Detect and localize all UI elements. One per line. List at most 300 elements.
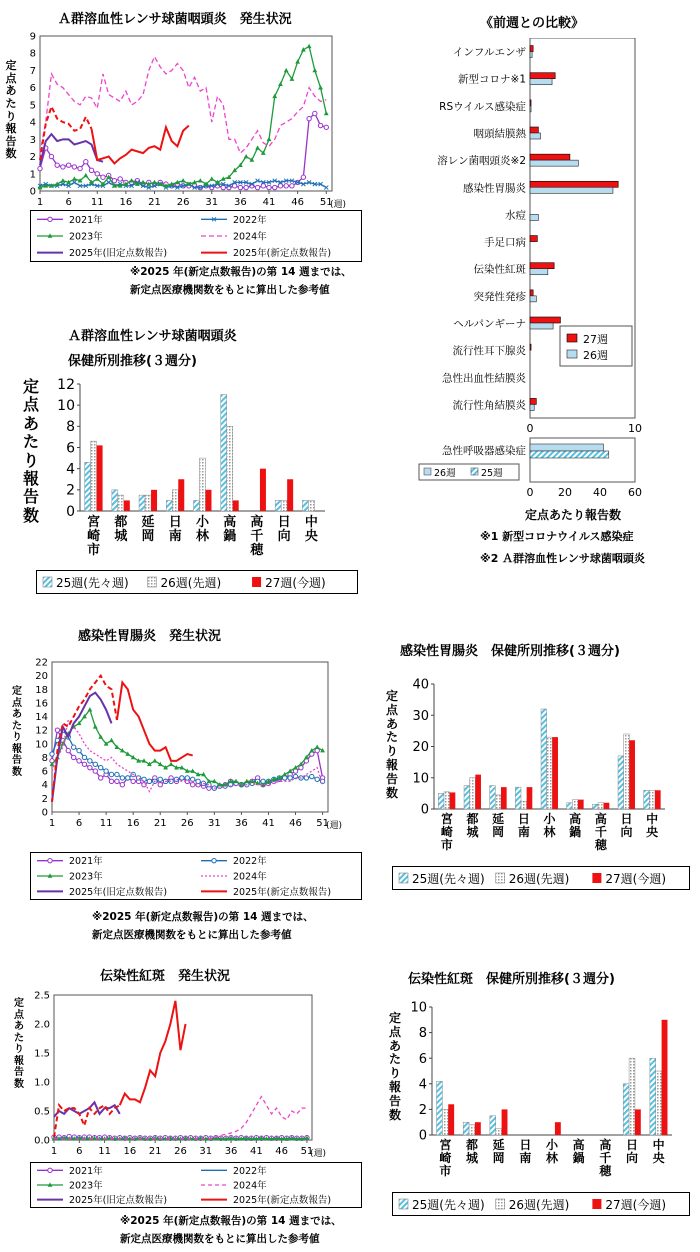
bar-w25-2 [464, 786, 470, 809]
y-tick-label: 12 [35, 725, 48, 737]
x-tick-label: 31 [207, 818, 221, 829]
bar-w27-8 [287, 479, 293, 511]
category-label: 伝染性紅斑 [473, 263, 526, 276]
point-y2022 [283, 776, 287, 780]
category-label: 林 [545, 1151, 559, 1165]
point-y2021 [301, 175, 305, 179]
point-y2021 [93, 769, 97, 773]
category-label: 岡 [492, 825, 505, 839]
y-tick-label: 3 [29, 134, 36, 146]
point-y2021 [78, 166, 82, 170]
gas-trend-title: Ａ群溶血性レンサ球菌咽頭炎 発生状況 [58, 12, 292, 27]
bar-w27-8 [530, 236, 537, 242]
bar-w26b-4 [530, 133, 541, 139]
point-y2023 [169, 762, 174, 766]
category-label: 都 [465, 1138, 479, 1152]
point-y2021 [290, 184, 294, 188]
point-y2023 [267, 137, 272, 141]
point-y2021 [89, 168, 93, 172]
category-label: 中 [304, 515, 318, 530]
bar-w25-9 [644, 790, 650, 809]
legend-label-y2024: 2024年 [233, 231, 267, 243]
category-label: 城 [465, 1151, 479, 1165]
legend-label-y2023: 2023年 [69, 871, 103, 883]
point-y2023 [312, 68, 317, 72]
category-label: 水痘 [505, 209, 526, 222]
category-label: 日 [620, 812, 633, 826]
legend-label-y2023: 2023年 [69, 231, 103, 243]
plot-frame [40, 36, 332, 191]
bar-w27-8 [635, 1109, 641, 1135]
category-label: 穂 [594, 838, 607, 852]
bar-w25-3 [490, 786, 496, 809]
x-tick-label: 41 [262, 197, 276, 208]
point-y2021 [318, 123, 322, 127]
y-tick-label: 18 [35, 684, 48, 696]
point-y2021 [315, 748, 319, 752]
x-tick-label: 16 [123, 1146, 137, 1157]
bar-w25-9 [650, 1058, 656, 1135]
bar-w27-1 [450, 792, 456, 809]
bar-w27-6 [233, 500, 239, 511]
cmp-legend-label-27: 27週 [583, 333, 608, 346]
bar-w25-1 [437, 1081, 443, 1135]
point-y2023 [198, 178, 203, 182]
bar-w25-2 [463, 1122, 469, 1135]
category-label: 急性出血性結膜炎 [442, 372, 526, 385]
y-tick-label: 8 [41, 752, 48, 764]
point-y2022 [82, 755, 86, 759]
point-y2022 [288, 776, 292, 780]
point-y2021 [101, 175, 105, 179]
category-label: 鍋 [569, 825, 582, 839]
note-line-2: 新定点医療機関数をもとに算出した参考値 [130, 284, 330, 296]
y-tick-label: 10 [57, 398, 75, 415]
comparison-notes [480, 526, 645, 570]
bar-w27-2 [475, 775, 481, 809]
category-label: インフルエンザ [452, 46, 526, 59]
point-y2023 [152, 758, 157, 762]
bar-w27-1 [448, 1104, 454, 1135]
bar-w27-2 [124, 500, 130, 511]
point-y2021 [267, 185, 271, 189]
bar-w25-7 [592, 804, 598, 809]
bar-w26b-7 [530, 214, 538, 220]
bar-w25-3 [139, 495, 145, 511]
x-tick-label: 11 [99, 818, 113, 829]
point-y2023 [284, 68, 289, 72]
bar-w26-9 [308, 500, 314, 511]
category-label: 南 [519, 1151, 532, 1165]
category-label: 日 [277, 515, 291, 530]
point-y2021 [313, 111, 317, 115]
category-label: 高 [572, 1138, 585, 1152]
x-tick-label: 1 [50, 1146, 58, 1157]
point-y2021 [112, 178, 116, 182]
y-tick-label: 12 [57, 376, 75, 393]
y-tick-label: 6 [66, 440, 75, 457]
point-y2022 [120, 776, 124, 780]
point-y2023 [141, 180, 146, 184]
point-y2022 [180, 776, 184, 780]
bar-w27-3 [151, 490, 157, 511]
ery-hc-title: 伝染性紅斑 保健所別推移(３週分) [408, 972, 615, 987]
x-tick-label: 11 [90, 197, 104, 208]
y-tick-label: 9 [29, 31, 36, 43]
bar-w26-2 [470, 778, 476, 809]
bar-ari25 [530, 451, 609, 458]
y-tick-label: 0 [29, 186, 36, 198]
legend-swatch-w26 [496, 873, 505, 883]
x-tick-label: 31 [205, 197, 219, 208]
y-tick-label: 6 [418, 1051, 427, 1067]
note-line-1: ※2025 年(新定点数報告)の第 14 週までは、 [130, 266, 352, 278]
x-tick-label: 41 [262, 818, 275, 829]
ery-trend-note [120, 1212, 342, 1248]
y-tick-label: 2 [66, 482, 75, 499]
ari-legend-label-25: 25週 [481, 468, 503, 479]
x-axis-unit: (週) [309, 1149, 327, 1159]
ery-trend-ylabel: 定点あたり報告数 [14, 998, 24, 1090]
category-label: 宮 [87, 515, 101, 530]
x-tick-label: 21 [148, 197, 161, 208]
legend-swatch-w25 [399, 873, 408, 883]
ari-legend-label-26: 26週 [434, 468, 456, 479]
gas-hc-title [68, 325, 237, 369]
point-y2021 [49, 154, 53, 158]
bar-w27-2 [475, 1122, 481, 1135]
x-tick-label: 26 [180, 818, 194, 829]
category-label: 高 [599, 1138, 612, 1152]
series-line-y2023 [40, 46, 326, 187]
legend-label-y2022: 2022年 [233, 1165, 267, 1177]
category-label: 感染性胃腸炎 [463, 182, 526, 195]
y-tick-label: 20 [35, 671, 48, 683]
category-label: 日 [519, 1138, 532, 1152]
legend-label-new2025: 2025年(新定点数報告) [233, 886, 332, 898]
gas-trend-note [130, 263, 352, 299]
category-label: 向 [620, 825, 633, 839]
category-label: 崎 [87, 529, 101, 544]
point-y2023 [318, 85, 323, 89]
category-label: 流行性耳下腺炎 [452, 345, 526, 358]
x-tick-label: 51 [316, 818, 329, 829]
legend-label-w26: 26週(先週) [508, 872, 570, 886]
gas-trend-chart [20, 28, 360, 208]
x-tick-label: 6 [75, 818, 83, 829]
point-y2022 [104, 769, 108, 773]
legend-label-w25: 25週(先々週) [412, 872, 485, 886]
x-tick-label: 16 [126, 818, 140, 829]
category-label: 市 [439, 1164, 452, 1178]
point-y2021 [244, 185, 248, 189]
category-label: 高 [569, 812, 582, 826]
category-label: 中 [646, 812, 659, 826]
legend-marker-y2021 [48, 217, 52, 221]
category-label: ヘルパンギーナ [453, 318, 526, 330]
bar-w26-1 [442, 1109, 448, 1135]
point-y2022 [115, 772, 119, 776]
series-line-new2025 [120, 1001, 186, 1105]
category-label: RSウイルス感染症 [439, 100, 526, 113]
point-y2021 [255, 185, 259, 189]
legend-marker-y2021 [48, 1168, 52, 1172]
bar-w26-8 [629, 1058, 635, 1135]
category-label: 小 [543, 812, 556, 826]
ari-chart [415, 436, 685, 498]
category-label: 崎 [440, 825, 453, 839]
category-label: 小 [545, 1138, 559, 1152]
point-y2021 [307, 116, 311, 120]
bar-w25-2 [112, 490, 118, 511]
category-label: 日 [517, 812, 530, 826]
category-label: 高 [223, 515, 237, 530]
ery-trend-title: 伝染性紅斑 発生状況 [100, 969, 231, 984]
bar-w26-3 [495, 795, 501, 809]
point-y2021 [109, 779, 113, 783]
category-label: 央 [652, 1151, 665, 1165]
x-tick-label: 51 [300, 1146, 314, 1157]
y-tick-label: 0.5 [34, 1106, 50, 1118]
legend-label-w27: 27週(今週) [265, 576, 326, 590]
gas-trend-legend [30, 210, 362, 262]
category-label: 林 [195, 529, 210, 544]
y-tick-label: 6 [29, 83, 36, 95]
bar-w27-12 [530, 344, 531, 350]
y-tick-label: 1 [29, 169, 36, 181]
category-label: 都 [114, 515, 128, 530]
y-tick-label: 10 [410, 1000, 427, 1016]
point-y2023 [129, 178, 134, 182]
gi-trend-ylabel: 定点あたり報告数 [12, 686, 22, 778]
bar-w26-7 [598, 803, 604, 809]
gi-trend-legend [30, 852, 362, 900]
legend-label-old2025: 2025年(旧定点数報告) [69, 248, 168, 260]
y-tick-label: 8 [29, 48, 36, 60]
category-label: 市 [87, 543, 101, 558]
x-tick-label: 21 [153, 818, 167, 829]
category-label: 都 [466, 812, 479, 826]
bar-w26-6 [227, 426, 233, 511]
bar-w25-9 [302, 500, 308, 511]
point-y2022 [158, 777, 162, 781]
point-y2023 [209, 176, 214, 180]
bar-w27-7 [604, 803, 610, 809]
point-y2021 [238, 185, 242, 189]
point-y2021 [55, 728, 59, 732]
y-tick-label: 30 [412, 708, 429, 724]
bar-w27-5 [552, 737, 558, 809]
bar-w26-3 [496, 1129, 502, 1135]
legend-label-y2022: 2022年 [233, 856, 267, 868]
point-y2022 [50, 752, 54, 756]
y-tick-label: 4 [66, 461, 75, 478]
comparison-title: 《前週との比較》 [480, 16, 585, 31]
x-tick-label: 26 [174, 1146, 187, 1157]
point-y2021 [55, 163, 59, 167]
y-tick-label: 0 [41, 807, 48, 819]
category-label: 突発性発疹 [473, 290, 526, 303]
gi-trend-title: 感染性胃腸炎 発生状況 [78, 629, 222, 644]
y-tick-label: 10 [35, 739, 48, 751]
series-line-new2025 [92, 126, 189, 164]
bar-w26b-1 [530, 52, 532, 58]
x-tick-label: 10 [628, 422, 642, 435]
series-line-y2024 [40, 57, 326, 153]
legend-marker-y2022 [212, 858, 216, 862]
bar-w26-2 [118, 495, 124, 511]
point-y2022 [99, 765, 103, 769]
x-tick-label: 21 [148, 1146, 162, 1157]
legend-swatch-w26 [496, 1199, 505, 1209]
legend-label-w25: 25週(先々週) [56, 576, 129, 590]
category-label: 南 [517, 825, 530, 839]
point-y2021 [82, 762, 86, 766]
bar-w26-4 [172, 490, 178, 511]
ery-note-line-2: 新定点医療機関数をもとに算出した参考値 [120, 1233, 320, 1245]
bar-w27-7 [260, 469, 266, 511]
bar-w27-9 [655, 790, 661, 809]
legend-label-new2025: 2025年(新定点数報告) [233, 1195, 332, 1207]
point-y2023 [72, 176, 77, 180]
point-y2023 [295, 59, 300, 63]
y-tick-label: 2 [418, 1102, 427, 1118]
point-y2022 [126, 776, 130, 780]
category-label: 急性呼吸器感染症 [442, 445, 526, 457]
category-label: 延 [492, 1138, 505, 1152]
y-tick-label: 2 [29, 152, 36, 164]
category-label: 南 [168, 529, 182, 544]
category-label: 手足口病 [484, 236, 526, 249]
bar-w27-6 [530, 181, 618, 187]
ari-legend-swatch-26 [424, 468, 431, 475]
legend-label-w26: 26週(先週) [508, 1198, 570, 1212]
gi-hc-title: 感染性胃腸炎 保健所別推移(３週分) [400, 644, 620, 659]
category-label: 日 [168, 515, 182, 530]
point-y2023 [244, 154, 249, 158]
bar-w26b-10 [530, 296, 536, 302]
bar-w26-8 [281, 500, 287, 511]
x-tick-label: 6 [65, 197, 72, 208]
x-tick-label: 60 [628, 486, 642, 498]
bar-w27-4 [178, 479, 184, 511]
category-label: 宮 [440, 812, 453, 826]
legend-label-w27: 27週(今週) [605, 1198, 667, 1212]
point-y2023 [95, 176, 100, 180]
bar-w25-6 [221, 395, 227, 511]
bar-w27-11 [530, 317, 560, 323]
point-y2022 [88, 759, 92, 763]
point-y2021 [299, 765, 303, 769]
point-y2021 [284, 184, 288, 188]
y-tick-label: 8 [66, 419, 75, 436]
point-y2022 [93, 762, 97, 766]
bar-w26b-3 [530, 106, 531, 112]
point-y2023 [152, 180, 157, 184]
y-tick-label: 1.0 [34, 1077, 50, 1089]
point-y2021 [84, 160, 88, 164]
bar-w25-5 [541, 709, 547, 809]
point-y2021 [38, 166, 42, 170]
category-label: 宮 [439, 1138, 452, 1152]
point-y2023 [109, 738, 114, 742]
y-tick-label: 0.0 [34, 1135, 50, 1147]
point-y2022 [324, 186, 328, 190]
cmp-legend-swatch-26 [567, 350, 577, 358]
point-y2022 [107, 180, 111, 184]
point-y2021 [293, 769, 297, 773]
point-y2021 [72, 165, 76, 169]
bar-w25-4 [166, 500, 172, 511]
series-line-y2024 [54, 1097, 307, 1139]
gas-hc-chart [40, 372, 330, 572]
point-y2023 [272, 94, 277, 98]
bar-w27-6 [578, 800, 584, 809]
point-y2021 [273, 185, 277, 189]
x-tick-label: 20 [558, 486, 572, 498]
category-label: 日 [625, 1138, 639, 1152]
point-y2021 [66, 163, 70, 167]
bar-w27-8 [629, 740, 635, 809]
bar-w26b-11 [530, 323, 553, 329]
bar-w27-10 [530, 290, 533, 296]
x-tick-label: 51 [319, 197, 333, 208]
category-label: 穂 [599, 1164, 612, 1178]
x-tick-label: 6 [76, 1146, 83, 1157]
category-label: 向 [625, 1151, 639, 1165]
legend-marker-y2021 [48, 858, 52, 862]
category-label: 城 [466, 825, 479, 839]
category-label: 高 [594, 812, 607, 826]
bar-w25-4 [515, 787, 521, 809]
category-label: 溶レン菌咽頭炎※2 [437, 155, 526, 168]
bar-w27-4 [530, 127, 538, 133]
bar-w26-5 [200, 458, 206, 511]
legend-label-y2024: 2024年 [233, 871, 267, 883]
point-y2022 [109, 772, 113, 776]
category-label: 林 [543, 825, 556, 839]
ery-trend-legend [30, 1162, 362, 1208]
bar-ari26 [530, 444, 604, 451]
x-tick-label: 36 [224, 1146, 238, 1157]
gi-note-line-2: 新定点医療機関数をもとに算出した参考値 [92, 929, 292, 941]
y-tick-label: 2.5 [34, 990, 50, 1002]
bar-w27-5 [530, 154, 570, 160]
bar-w25-1 [85, 462, 91, 511]
x-tick-label: 46 [275, 1146, 289, 1157]
bar-w25-8 [275, 500, 281, 511]
y-tick-label: 22 [35, 657, 48, 669]
y-tick-label: 4 [29, 117, 36, 129]
x-tick-label: 36 [234, 197, 247, 208]
y-tick-label: 8 [418, 1026, 427, 1042]
point-y2023 [87, 707, 92, 711]
legend-label-w26: 26週(先週) [160, 576, 222, 590]
legend-swatch-w26 [148, 577, 157, 587]
ery-trend-chart [30, 985, 360, 1163]
category-label: 向 [277, 529, 291, 544]
legend-label-y2024: 2024年 [233, 1180, 267, 1192]
legend-label-y2022: 2022年 [233, 214, 267, 226]
bar-w26b-5 [530, 160, 578, 166]
gi-hc-legend [392, 866, 690, 890]
category-label: 千 [250, 529, 264, 544]
legend-swatch-w25 [399, 1199, 408, 1209]
category-label: 城 [114, 529, 128, 544]
bar-w25-8 [623, 1084, 629, 1135]
ery-hc-ylabel: 定点あたり報告数 [388, 1011, 401, 1122]
bar-w26-9 [649, 790, 655, 809]
